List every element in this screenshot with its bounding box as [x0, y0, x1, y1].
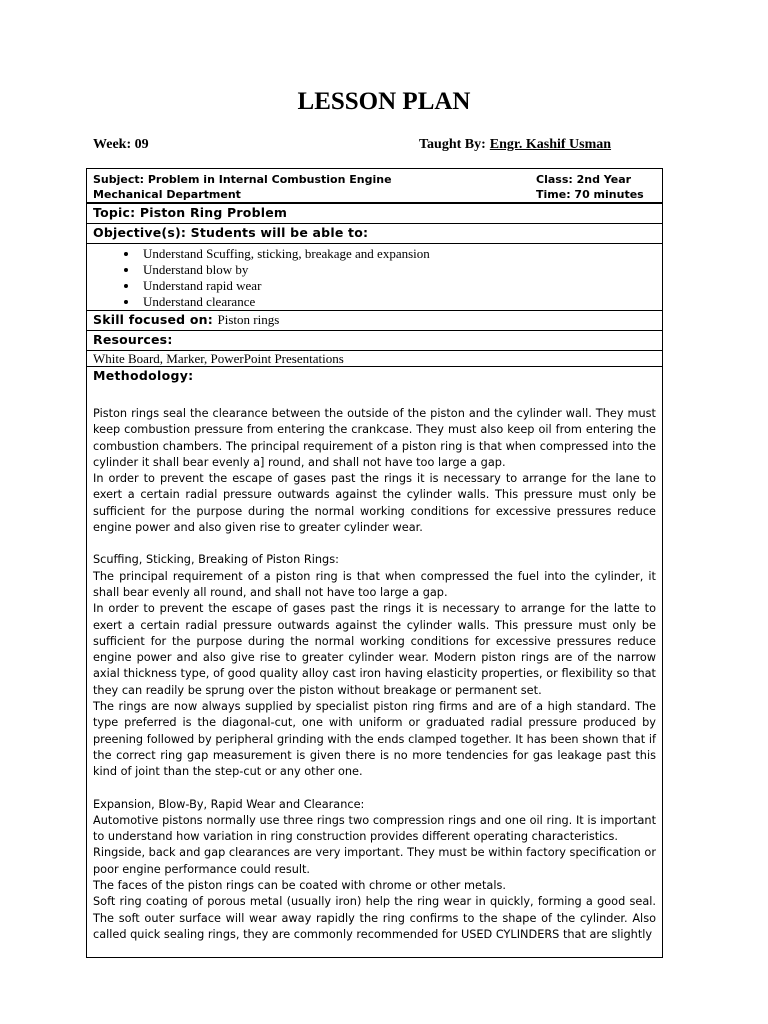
- taught-by-label: Taught By:: [419, 137, 486, 152]
- methodology-body: [87, 390, 662, 943]
- page-title: LESSON PLAN: [297, 88, 471, 115]
- taught-by: [419, 137, 611, 153]
- teacher-name: Engr. Kashif Usman: [489, 137, 612, 152]
- subject-text: Subject: Problem in Internal Combustion Engine: [93, 173, 392, 186]
- methodology-label: Methodology:: [93, 368, 194, 383]
- objectives-list: [87, 244, 662, 311]
- objectives-label: Objective(s): Students will be able to:: [87, 224, 662, 244]
- paragraph: Ringside, back and gap clearances are very important. They must be within factory specification or poor engine performance could result.: [93, 846, 656, 876]
- paragraph: Automotive pistons normally use three rings two compression rings and one oil ring. It is important to understand how variation in ring construction provides different operating characteristics.: [93, 813, 656, 844]
- paragraph: Piston rings seal the clearance between the outside of the piston and the cylinder wall. They must keep combustion pressure from entering the crankcase. They must also keep oil from entering the combustion chambers. The principal requirement of a piston ring is that when compressed into the cylinder it shall bear evenly a] round, and shall not have too large a gap.: [93, 407, 656, 469]
- paragraph: The principal requirement of a piston ring is that when compressed the fuel into the cylinder, it shall bear evenly all round, and shall not have too large a gap.: [93, 569, 656, 599]
- paragraph: The faces of the piston rings can be coated with chrome or other metals.: [93, 879, 506, 893]
- skill-row: [87, 311, 662, 331]
- department-text: Mechanical Department: [93, 188, 241, 201]
- week-label: Week: 09: [93, 137, 149, 152]
- time-text: Time: 70 minutes: [536, 188, 644, 201]
- objective-item: • Understand rapid wear: [139, 278, 656, 294]
- skill-value: Piston rings: [217, 312, 280, 327]
- paragraph: Soft ring coating of porous metal (usually iron) help the ring wear in quickly, forming a good seal. The soft outer surface will wear away rapidly the ring confirms to the shape of the cylinder. Also called quick sealing rings, they are commonly recommended for USED CYLINDERS that are slightly: [93, 895, 656, 941]
- paragraph: In order to prevent the escape of gases past the rings it is necessary to arrange for the lane to exert a certain radial pressure outwards against the cylinder walls. This pressure must only be sufficient for the purpose during the normal working conditions for excessive pressures reduce engine power and also given rise to greater cylinder wear.: [93, 472, 656, 535]
- class-text: Class: 2nd Year: [536, 173, 632, 186]
- objective-item: • Understand clearance: [139, 294, 656, 310]
- paragraph: In order to prevent the escape of gases past the rings it is necessary to arrange for the latte to exert a certain radial pressure outwards against the cylinder walls. This pressure must only be sufficient for the purpose during the normal working conditions for excessive pressures reduce engine power and also give rise to greater cylinder wear. Modern piston rings are of the narrow axial thickness type, of good quality alloy cast iron having elasticity properties, or flexibility so that they can readily be sprung over the piston without breakage or permanent set.: [93, 602, 656, 697]
- topic-row: Topic: Piston Ring Problem: [87, 204, 662, 224]
- skill-label: Skill focused on:: [93, 312, 213, 327]
- header-row: [87, 169, 662, 204]
- section-heading: Scuffing, Sticking, Breaking of Piston Rings:: [93, 553, 339, 567]
- lesson-table: [86, 168, 663, 958]
- objective-item: • Understand Scuffing, sticking, breakage and expansion: [139, 246, 656, 262]
- section-heading: Expansion, Blow-By, Rapid Wear and Clearance:: [93, 797, 365, 811]
- resources-label: Resources:: [87, 331, 662, 351]
- resources-value: White Board, Marker, PowerPoint Presentations: [87, 351, 662, 367]
- objective-item: • Understand blow by: [139, 262, 656, 278]
- paragraph: The rings are now always supplied by specialist piston ring firms and are of a high standard. The type preferred is the diagonal-cut, one with uniform or graduated radial pressure produced by preening followed by peripheral grinding with the ends clamped together. It has been shown that if the correct ring gap measurement is given there is no more tendencies for gas leakage past this kind of joint than the step-cut or any other one.: [93, 700, 656, 779]
